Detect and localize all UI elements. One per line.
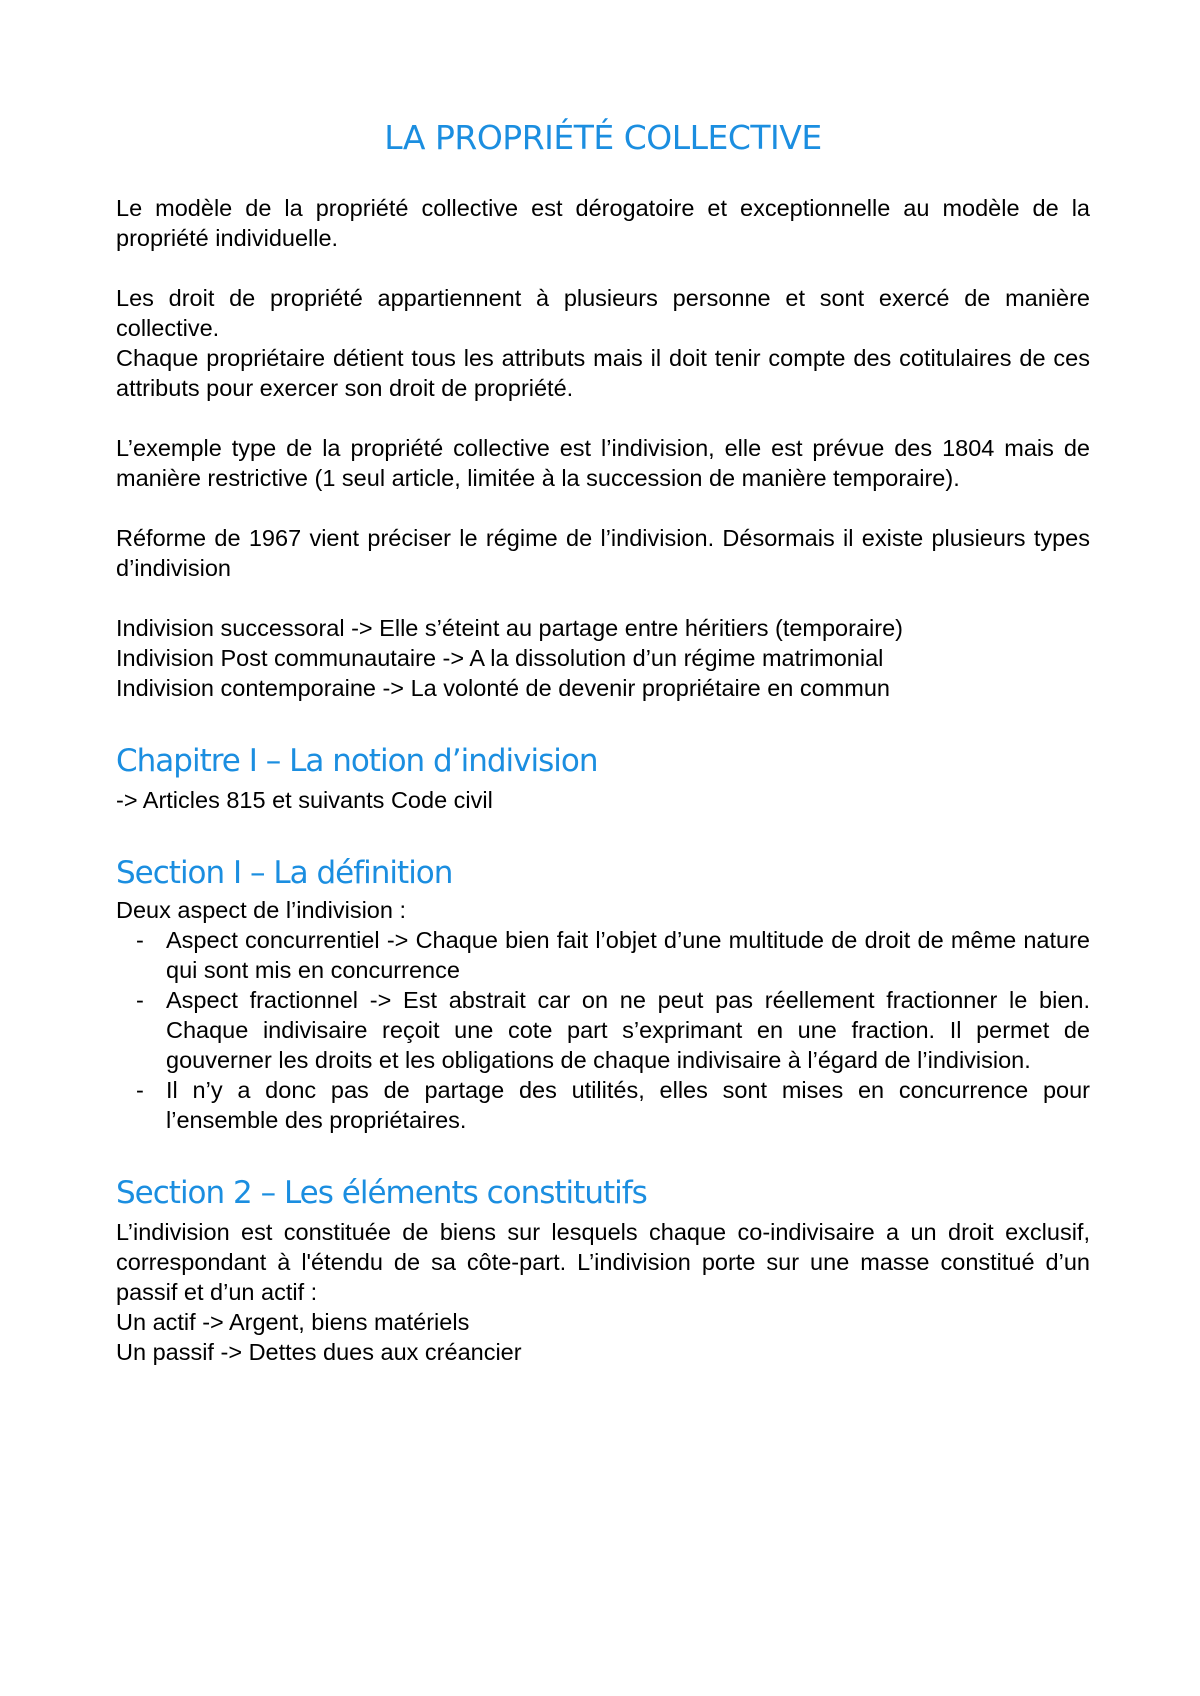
document-title: LA PROPRIÉTÉ COLLECTIVE: [384, 118, 822, 157]
chapter-1-heading: Chapitre I – La notion d’indivision: [116, 743, 598, 779]
intro-paragraph-2b: Chaque propriétaire détient tous les attributs mais il doit tenir compte des cotitulaires de ces attributs pour exercer son droit de propriété.: [116, 345, 1090, 401]
list-item: [136, 925, 1090, 985]
list-item-text: Il n’y a donc pas de partage des utilités, elles sont mises en concurrence pour l’ensemble des propriétaires.: [166, 1077, 1090, 1133]
list-item: [136, 1075, 1090, 1135]
spacer: [116, 583, 1090, 613]
list-item-text: Aspect fractionnel -> Est abstrait car on ne peut pas réellement fractionner le bien. Chaque indivisaire reçoit une cote part s’exprimant en une fraction. Il permet de gouverner les droits et les obligations de chaque indivisaire à l’égard de l’indivision.: [166, 987, 1090, 1073]
section-2-actif-line: Un actif -> Argent, biens matériels: [116, 1309, 470, 1335]
indivision-type-3: Indivision contemporaine -> La volonté de devenir propriétaire en commun: [116, 675, 890, 701]
dash-bullet: -: [136, 1077, 144, 1103]
indivision-type-2: Indivision Post communautaire -> A la dissolution d’un régime matrimonial: [116, 645, 884, 671]
section-1-heading: Section I – La définition: [116, 855, 453, 891]
spacer: [116, 403, 1090, 433]
section-2-paragraph: L’indivision est constituée de biens sur lesquels chaque co-indivisaire a un droit exclusif, correspondant à l'étendu de sa côte-part. L’indivision porte sur une masse constitué d’un passif et d’un actif :: [116, 1219, 1090, 1305]
section-2-passif-line: Un passif -> Dettes dues aux créancier: [116, 1339, 522, 1365]
chapter-1-reference: -> Articles 815 et suivants Code civil: [116, 787, 493, 813]
section-1-lead: Deux aspect de l’indivision :: [116, 897, 406, 923]
indivision-type-1: Indivision successoral -> Elle s’éteint au partage entre héritiers (temporaire): [116, 615, 903, 641]
intro-paragraph-2a: Les droit de propriété appartiennent à plusieurs personne et sont exercé de manière collective.: [116, 285, 1090, 341]
list-item: [136, 985, 1090, 1075]
spacer: [116, 253, 1090, 283]
section-1-list: [116, 925, 1090, 1135]
spacer: [116, 493, 1090, 523]
intro-paragraph-1: Le modèle de la propriété collective est dérogatoire et exceptionnelle au modèle de la propriété individuelle.: [116, 195, 1090, 251]
section-2-heading: Section 2 – Les éléments constitutifs: [116, 1175, 647, 1211]
document-page: [116, 118, 1090, 1367]
dash-bullet: -: [136, 927, 144, 953]
list-item-text: Aspect concurrentiel -> Chaque bien fait l’objet d’une multitude de droit de même nature qui sont mis en concurrence: [166, 927, 1090, 983]
intro-paragraph-4: Réforme de 1967 vient préciser le régime de l’indivision. Désormais il existe plusieurs types d’indivision: [116, 525, 1090, 581]
intro-paragraph-3: L’exemple type de la propriété collective est l’indivision, elle est prévue des 1804 mais de manière restrictive (1 seul article, limitée à la succession de manière temporaire).: [116, 435, 1090, 491]
dash-bullet: -: [136, 987, 144, 1013]
